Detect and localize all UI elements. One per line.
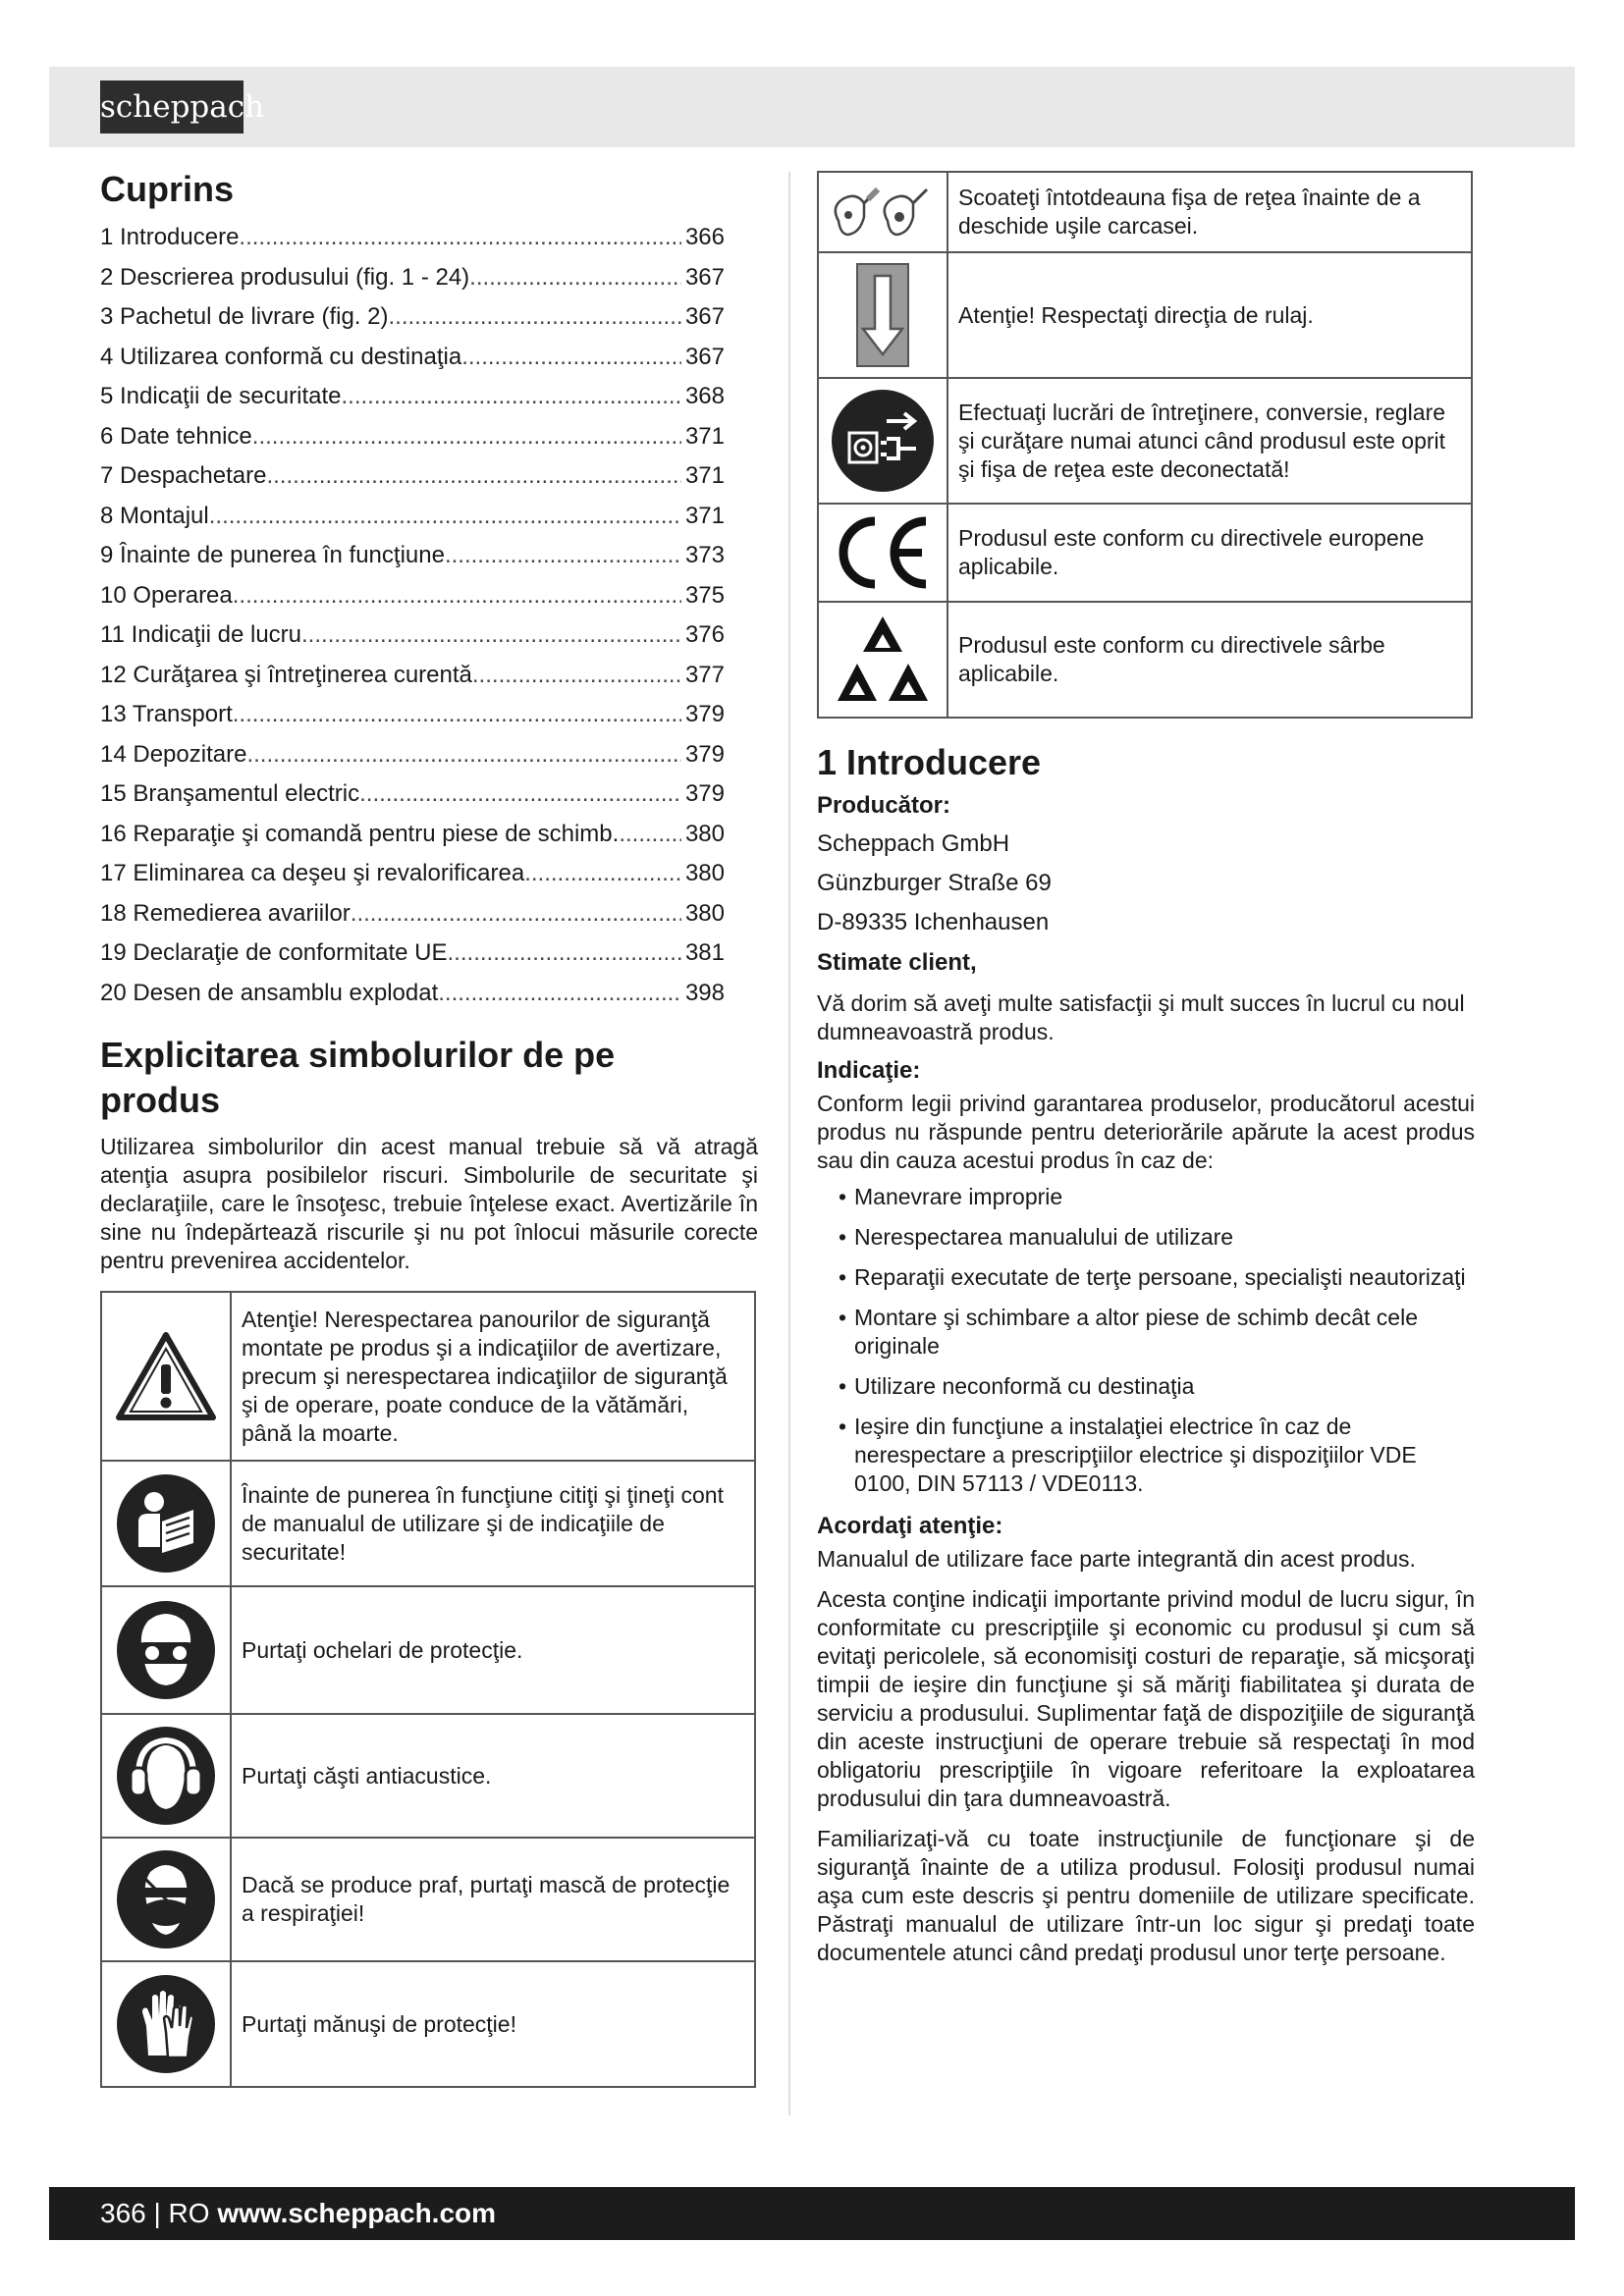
symbol-row [818,252,1472,378]
list-item: • Utilizare neconformă cu destinaţia [831,1372,1475,1401]
read-manual-icon [101,1461,231,1586]
toc-item[interactable]: 13 Transport ..... 379 [100,695,725,735]
wish-text: Vă dorim să aveţi multe satisfacţii şi mult succes în lucrul cu noul dumneavoastră produs. [817,990,1465,1044]
symbol-description: Produsul este conform cu directivele europene aplicabile. [947,504,1472,602]
warning-triangle-icon [101,1292,231,1461]
symbols-table-left [100,1291,756,2088]
page-number: 366 | RO [100,2198,218,2228]
symbol-description: Purtaţi mănuşi de protecţie! [231,1961,755,2087]
symbol-description: Atenţie! Respectaţi direcţia de rulaj. [947,252,1472,378]
maintenance-unplug-icon [818,378,947,504]
symbol-row [101,1461,755,1586]
symbol-description: Produsul este conform cu directivele sârbe aplicabile. [947,602,1472,718]
header-band [49,67,1575,147]
liability-exclusions-list [817,1183,1475,1498]
toc-item[interactable]: 9 Înainte de punerea în funcţiune ..... 373 [100,536,725,576]
toc-title: Cuprins [100,169,235,209]
symbol-row [818,504,1472,602]
symbols-section-title: Explicitarea simbolurilor de pe produs [100,1035,616,1120]
toc-item[interactable]: 8 Montajul ..... 371 [100,497,725,537]
toc-item[interactable]: 18 Remedierea avariilor ..... 380 [100,894,725,934]
toc-item[interactable]: 16 Reparaţie şi comandă pentru piese de schimb. ..... 380 [100,815,725,855]
list-item: • Ieşire din funcţiune a instalaţiei electrice în caz de nerespectare a prescripţiilor electrice şi dispoziţiilor VDE 0100, DIN 57113 / VDE0113. [831,1413,1475,1498]
manual-paragraph: Familiarizaţi-vă cu toate instrucţiunile de funcţionare şi de siguranţă înainte de a utiliza produsul. Folosiţi produsul numai aşa cum este descris şi pentru domeniile de utilizare specificate. Păstraţi manualul de utilizare într-un loc sigur şi predaţi toate documentele atunci când predaţi produsul unor terţe persoane. [817,1826,1475,1965]
symbol-row [101,1961,755,2087]
toc-item[interactable]: 1 Introducere ..... 366 [100,218,725,258]
symbol-row [101,1292,755,1461]
manufacturer-label: Producător: [817,792,951,819]
toc-item[interactable]: 14 Depozitare ..... 379 [100,735,725,775]
toc-item[interactable]: 20 Desen de ansamblu explodat ..... 398 [100,974,725,1014]
address-line: Scheppach GmbH [817,830,1010,857]
ce-mark-icon [818,504,947,602]
list-item: • Manevrare improprie [831,1183,1475,1211]
toc-item[interactable]: 7 Despachetare ..... 371 [100,456,725,497]
symbols-intro: Utilizarea simbolurilor din acest manual trebuie să vă atragă atenţia asupra posibilelor riscuri. Simbolurile de securitate şi declaraţiile, care le însoţesc, trebuie înţelese exact. Avertizările în sine nu îndepărtează riscurile şi nu pot înlocui măsurile corecte pentru prevenirea accidentelor. [100,1134,758,1273]
symbol-description: Atenţie! Nerespectarea panourilor de siguranţă montate pe produs şi a indicaţiilor de avertizare, precum şi nerespectarea indicaţiilor de siguranţă şi de operare, poate conduce de la vătămări, până la moarte. [231,1292,755,1461]
symbols-table-right [817,171,1473,719]
list-item: • Reparaţii executate de terţe persoane, specialişti neautorizaţi [831,1263,1475,1292]
address-line: D-89335 Ichenhausen [817,909,1050,935]
attention-label: Acordaţi atenţie: [817,1513,1003,1539]
protective-gloves-icon [101,1961,231,2087]
symbol-row [818,378,1472,504]
toc-item[interactable]: 11 Indicaţii de lucru ..... 376 [100,615,725,656]
serbian-conformity-mark-icon [818,602,947,718]
symbol-description: Scoateţi întotdeauna fişa de reţea înainte de a deschide uşile carcasei. [947,172,1472,252]
toc-item[interactable]: 5 Indicaţii de securitate ..... 368 [100,377,725,417]
note-label: Indicaţie: [817,1057,921,1084]
rotation-direction-arrow-icon [818,252,947,378]
toc-item[interactable]: 17 Eliminarea ca deşeu şi revalorificarea ..... 380 [100,854,725,894]
toc-item[interactable]: 15 Branşamentul electric ..... 379 [100,774,725,815]
symbol-row [101,1714,755,1838]
right-column [817,167,1475,1975]
symbol-description: Purtaţi ochelari de protecţie. [231,1586,755,1714]
manual-paragraph: Manualul de utilizare face parte integrantă din acest produs. [817,1546,1416,1572]
intro-title: 1 Introducere [817,742,1042,782]
toc-item[interactable]: 3 Pachetul de livrare (fig. 2) ..... 367 [100,297,725,338]
table-of-contents [100,218,758,1013]
symbol-description: Dacă se produce praf, purtaţi mască de protecţie a respiraţiei! [231,1838,755,1961]
brand-logo: scheppach [100,80,244,133]
symbol-row [818,602,1472,718]
toc-item[interactable]: 12 Curăţarea şi întreţinerea curentă ..... 377 [100,656,725,696]
symbol-description: Efectuaţi lucrări de întreţinere, conversie, reglare şi curăţare numai atunci când produsul este oprit şi fişa de reţea este deconectată! [947,378,1472,504]
column-divider [788,172,790,2115]
toc-item[interactable]: 4 Utilizarea conformă cu destinaţia ..... 367 [100,338,725,378]
page-footer [49,2187,1575,2240]
greeting: Stimate client, [817,949,977,976]
toc-item[interactable]: 6 Date tehnice ..... 371 [100,417,725,457]
toc-item[interactable]: 10 Operarea ..... 375 [100,576,725,616]
symbol-description: Purtaţi căşti antiacustice. [231,1714,755,1838]
unplug-icon [818,172,947,252]
left-column [100,167,758,2088]
footer-url[interactable]: www.scheppach.com [217,2198,497,2228]
manual-paragraph: Acesta conţine indicaţii importante privind modul de lucru sigur, în conformitate cu prescripţiile şi economic cu produsul şi cum să evitaţi pericolele, să economisiţi costuri de reparaţie, să micşoraţi timpii de ieşire din funcţiune şi să măriţi fiabilitatea şi durata de serviciu a produsului. Suplimentar faţă de dispoziţiile de siguranţă din aceste instrucţiuni de operare trebuie să respectaţi în mod obligatoriu prescripţiile în vigoare referitoare la exploatarea produsului din ţara dumneavoastră. [817,1586,1475,1811]
ear-protection-icon [101,1714,231,1838]
symbol-row [101,1586,755,1714]
list-item: • Montare şi schimbare a altor piese de schimb decât cele originale [831,1304,1475,1361]
toc-item[interactable]: 2 Descrierea produsului (fig. 1 - 24) ..... 367 [100,258,725,298]
symbol-description: Înainte de punerea în funcţiune citiţi şi ţineţi cont de manualul de utilizare şi de indicaţiile de securitate! [231,1461,755,1586]
address-line: Günzburger Straße 69 [817,870,1052,896]
note-text: Conform legii privind garantarea produselor, producătorul acestui produs nu răspunde pentru deteriorările apărute la acest produs sau din cauza acestui produs în caz de: [817,1091,1475,1173]
list-item: • Nerespectarea manualului de utilizare [831,1223,1475,1252]
safety-goggles-icon [101,1586,231,1714]
dust-mask-icon [101,1838,231,1961]
footer-text [100,2187,496,2240]
symbol-row [818,172,1472,252]
symbol-row [101,1838,755,1961]
toc-item[interactable]: 19 Declaraţie de conformitate UE ..... 381 [100,934,725,974]
